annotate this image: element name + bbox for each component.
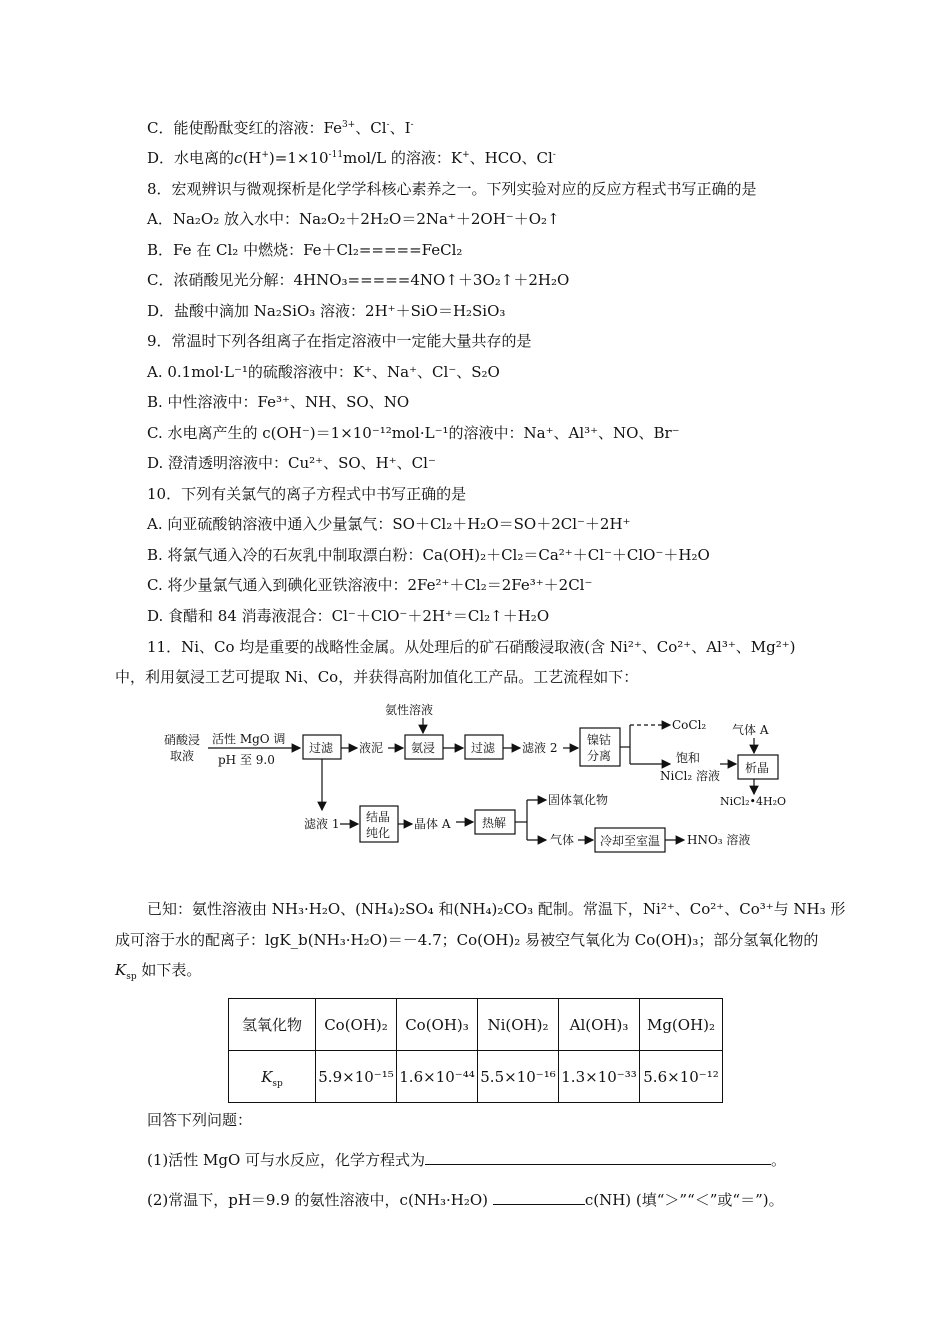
- flow-cocl2: CoCl₂: [672, 718, 707, 732]
- flow-sep2: 分离: [587, 749, 612, 763]
- flow-start-1: 硝酸浸: [164, 733, 201, 747]
- ksp-table: [228, 998, 723, 1103]
- table-header-cell: Co(OH)₂: [316, 999, 397, 1051]
- answer-blank-2[interactable]: [493, 1190, 585, 1205]
- table-cell: 5.6×10⁻¹²: [640, 1051, 723, 1103]
- question-9-option-a: A. 0.1mol·L⁻¹的硫酸溶液中：K⁺、Na⁺、Cl⁻、S₂O: [147, 363, 500, 381]
- table-header-row: [229, 999, 723, 1051]
- flow-sep1: 镍钴: [587, 733, 612, 747]
- flow-solid-oxide: 固体氧化物: [548, 793, 609, 807]
- flow-filter1: 过滤: [309, 741, 334, 755]
- question-10-option-b: B. 将氯气通入冷的石灰乳中制取漂白粉：Ca(OH)₂＋Cl₂＝Ca²⁺＋Cl⁻＋ClO⁻＋H₂O: [147, 546, 710, 564]
- table-row-label: $K_{sp}$: [229, 1051, 316, 1103]
- question-8-option-a: A．Na₂O₂ 放入水中：Na₂O₂＋2H₂O＝2Na⁺＋2OH⁻＋O₂↑: [147, 210, 560, 228]
- process-flowchart: [160, 700, 800, 865]
- known-line-1: 已知：氨性溶液由 NH₃·H₂O、(NH₄)₂SO₄ 和(NH₄)₂CO₃ 配制。常温下，Ni²⁺、Co²⁺、Co³⁺与 NH₃ 形: [147, 900, 846, 918]
- flow-pyro: 热解: [482, 816, 507, 830]
- flow-mud: 液泥: [359, 741, 384, 755]
- flow-ammonia-label: 氨性溶液: [385, 703, 434, 717]
- question-9-option-d: D. 澄清透明溶液中：Cu²⁺、SO、H⁺、Cl⁻: [147, 454, 436, 472]
- flow-ammonia-leach: 氨浸: [411, 741, 436, 755]
- flow-cryst2: 纯化: [366, 826, 391, 840]
- question-11-line-1: 11．Ni、Co 均是重要的战略性金属。从处理后的矿石硝酸浸取液(含 Ni²⁺、Co²⁺、Al³⁺、Mg²⁺): [147, 638, 796, 656]
- flow-sat2: NiCl₂ 溶液: [660, 769, 720, 783]
- flow-cryst1: 结晶: [366, 810, 391, 824]
- question-9-option-b: B. 中性溶液中：Fe³⁺、NH、SO、NO: [147, 393, 410, 411]
- question-10: 10．下列有关氯气的离子方程式中书写正确的是: [147, 485, 467, 503]
- table-cell: 1.3×10⁻³³: [559, 1051, 640, 1103]
- flow-sat1: 饱和: [676, 751, 701, 765]
- option-d-line: D．水电离的$c(H^+)=1\times 10^{-11}mol/L$ 的溶液：K+、HCO、Cl-: [147, 149, 556, 167]
- sub-question-2: (2)常温下，pH＝9.9 的氨性溶液中，c(NH₃·H₂O) c(NH) (填“＞”“＜”或“＝”)。: [147, 1191, 784, 1209]
- question-9-option-c: C. 水电离产生的 c(OH⁻)＝1×10⁻¹²mol·L⁻¹的溶液中：Na⁺、Al³⁺、NO、Br⁻: [147, 424, 680, 442]
- question-8-option-c: C．浓硝酸见光分解：4HNO₃=====4NO↑＋3O₂↑＋2H₂O: [147, 271, 570, 289]
- table-header-cell: Mg(OH)₂: [640, 999, 723, 1051]
- table-header-cell: Ni(OH)₂: [478, 999, 559, 1051]
- question-10-option-d: D. 食醋和 84 消毒液混合：Cl⁻＋ClO⁻＋2H⁺＝Cl₂↑＋H₂O: [147, 607, 550, 625]
- flow-hno3: HNO₃ 溶液: [687, 833, 751, 847]
- flow-start-2: 取液: [170, 749, 195, 763]
- answer-prompt: 回答下列问题：: [147, 1111, 253, 1129]
- question-8-option-b: B．Fe 在 Cl₂ 中燃烧：Fe＋Cl₂=====FeCl₂: [147, 241, 463, 259]
- flow-step1-top: 活性 MgO 调: [212, 732, 286, 746]
- question-10-option-c: C. 将少量氯气通入到碘化亚铁溶液中：2Fe²⁺＋Cl₂＝2Fe³⁺＋2Cl⁻: [147, 576, 593, 594]
- flow-crystalA: 晶体 A: [414, 817, 451, 831]
- flow-filter2: 过滤: [471, 741, 496, 755]
- known-line-2: 成可溶于水的配离子：lgK_b(NH₃·H₂O)＝－4.7；Co(OH)₂ 易被空气氧化为 Co(OH)₃；部分氢氧化物的: [115, 931, 819, 949]
- flow-crystal: 析晶: [745, 761, 770, 775]
- option-c-line: C．能使酚酞变红的溶液：$Fe^{3+}$、Cl-、I-: [147, 119, 414, 137]
- question-9: 9．常温时下列各组离子在指定溶液中一定能大量共存的是: [147, 332, 532, 350]
- table-row: [229, 1051, 723, 1103]
- flow-cool: 冷却至室温: [600, 834, 661, 848]
- table-cell: 5.9×10⁻¹⁵: [316, 1051, 397, 1103]
- question-8-option-d: D．盐酸中滴加 Na₂SiO₃ 溶液：2H⁺＋SiO＝H₂SiO₃: [147, 302, 506, 320]
- question-10-option-a: A. 向亚硫酸钠溶液中通入少量氯气：SO＋Cl₂＋H₂O＝SO＋2Cl⁻＋2H⁺: [147, 515, 631, 533]
- table-cell: 5.5×10⁻¹⁶: [478, 1051, 559, 1103]
- answer-blank-1[interactable]: [425, 1150, 771, 1165]
- known-line-3: $K_{sp}$ 如下表。: [115, 961, 202, 982]
- flow-filtrate1: 滤液 1: [304, 817, 340, 831]
- sub-question-1: (1)活性 MgO 可与水反应，化学方程式为 。: [147, 1151, 787, 1169]
- table-header-cell: 氢氧化物: [229, 999, 316, 1051]
- question-11-line-2: 中，利用氨浸工艺可提取 Ni、Co，并获得高附加值化工产品。工艺流程如下：: [115, 668, 639, 686]
- table-cell: 1.6×10⁻⁴⁴: [397, 1051, 478, 1103]
- flow-step1-bottom: pH 至 9.0: [218, 753, 275, 767]
- flow-gas: 气体: [550, 833, 575, 847]
- flow-gasA: 气体 A: [732, 723, 769, 737]
- question-8: 8．宏观辨识与微观探析是化学学科核心素养之一。下列实验对应的反应方程式书写正确的是: [147, 180, 757, 198]
- flow-nicl2: NiCl₂•4H₂O: [720, 795, 786, 808]
- table-header-cell: Co(OH)₃: [397, 999, 478, 1051]
- table-header-cell: Al(OH)₃: [559, 999, 640, 1051]
- flow-filtrate2: 滤液 2: [522, 741, 558, 755]
